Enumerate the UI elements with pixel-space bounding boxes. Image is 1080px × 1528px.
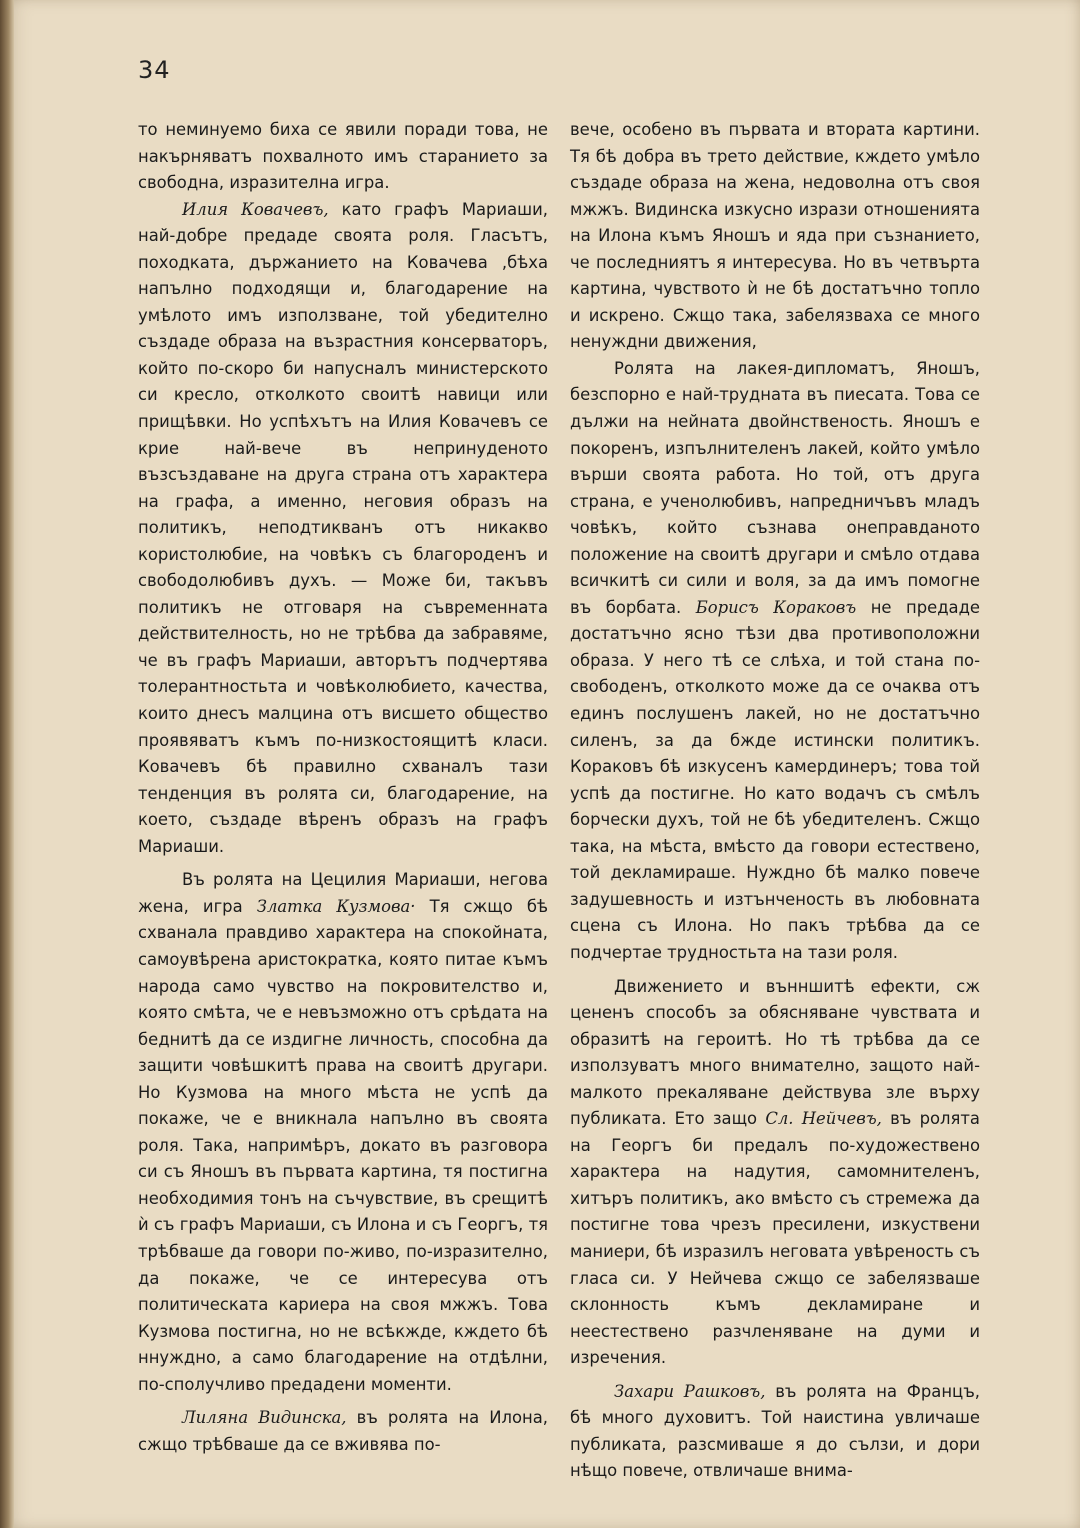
paragraph bbox=[570, 974, 980, 1372]
actor-name: Златка Кузмова· bbox=[256, 896, 416, 916]
paragraph bbox=[138, 1405, 548, 1458]
page-binding bbox=[0, 0, 14, 1528]
actor-name: Борисъ Кораковъ bbox=[695, 597, 857, 617]
paragraph: вече, особено въ първата и втората картини. Тя бѣ добра въ трето действие, кждето умѣло създаде образа на жена, недоволна отъ своя мжжъ. Видинска изкусно изрази отношенията на Илона къмъ Яношъ и яда при съзнанието, че последниятъ я интересува. Но въ четвърта картина, чувството ѝ не бѣ достатъчно топло и искрено. Сжщо така, забелязваха се много ненуждни движения, bbox=[570, 120, 980, 352]
paragraph bbox=[138, 867, 548, 1398]
actor-name: Сл. Нейчевъ, bbox=[765, 1109, 882, 1129]
actor-name: Лиляна Видинска, bbox=[182, 1408, 347, 1428]
paragraph: то неминуемо биха се явили поради това, не накърняватъ похвалното имъ старанието за свободна, изразителна игра. bbox=[138, 120, 548, 193]
page-number: 34 bbox=[138, 56, 171, 84]
actor-name: Захари Рашковъ, bbox=[614, 1381, 766, 1401]
paragraph bbox=[138, 197, 548, 861]
paragraph-text: въ ролята на Илона, сжщо трѣбваше да се вживява по- bbox=[138, 1408, 548, 1454]
paragraph-text: като графъ Мариаши, най-добре предаде своята роля. Гласътъ, походката, държанието на Ковачева ,бѣха напълно подходящи и, благодарение на умѣлото имъ използване, той убедително създаде образа на възрастния консерваторъ, който по-скоро би напусналъ министерското си кресло, отколкото своитѣ навици или прищѣвки. Но успѣхътъ на Илия Ковачевъ се крие най-вече въ непринуденото възсъздаване на друга страна отъ характера на графа, а именно, неговия образъ на политикъ, неподтикванъ отъ никакво користолюбие, на човѣкъ съ благороденъ и свободолюбивъ духъ. — Може би, такъвъ политикъ не отговаря на съвременната действителность, но не трѣбва да забравяме, че въ графъ Мариаши, авторътъ подчертява толерантностьта и човѣколюбието, качества, които днесъ малцина отъ висшето общество проявяватъ къмъ по-низкостоящитѣ класи. Ковачевъ бѣ правилно схваналъ тази тенденция въ ролята си, благодарение, на което, създаде вѣренъ образъ на графъ Мариаши. bbox=[138, 199, 548, 856]
paragraph-text: не предаде достатъчно ясно тѣзи два противоположни образа. У него тѣ се слѣха, и той стана по-свободенъ, отколкото може да се очаква отъ единъ послушенъ лакей, но не достатъчно силенъ, за да бжде истински политикъ. Кораковъ бѣ изкусенъ камердинеръ; това той успѣ да постигне. Но като водачъ съ смѣлъ борчески духъ, той не бѣ убедителенъ. Сжщо така, на мѣста, вмѣсто да говори естествено, той декламираше. Нуждно бѣ малко повече задушевность и изтънченость въ любовната сцена съ Илона. Но пакъ трѣбва да се подчертае трудностьта на тази роля. bbox=[570, 597, 980, 962]
paragraph bbox=[570, 356, 980, 967]
paragraph-text: въ ролята на Георгъ би предалъ по-художествено характера на надутия, самомнителенъ, хитъръ политикъ, ако вмѣсто съ стремежа да постигне това чрезъ пресилени, изкуствени маниери, бѣ изразилъ неговата увѣреность съ гласа си. У Нейчева сжщо се забелязваше склонность къмъ декламиране и неестествено разчленяване на думи и изречения. bbox=[570, 1109, 980, 1368]
right-column bbox=[570, 117, 980, 1485]
left-column bbox=[138, 117, 548, 1458]
paragraph-text: Въ ролята на Цецилия Мариаши, негова жена, игра bbox=[138, 870, 548, 916]
paragraph-text: Ролята на лакея-дипломатъ, Яношъ, безспорно е най-трудната въ пиесата. Това се дължи на нейната двойнственость. Яношъ е покоренъ, изпълнителенъ лакей, който умѣло върши своята работа. Но той, отъ друга страна, е ученолюбивъ, напредничъвъ младъ човѣкъ, който съзнава онеправданото положение на своитѣ другари и смѣло отдава всичкитѣ си сили и воля, за да имъ помогне въ борбата. bbox=[570, 358, 980, 617]
paragraph bbox=[570, 1379, 980, 1485]
paragraph-text: Тя сжщо бѣ схванала правдиво характера на спокойната, самоувѣрена аристократка, която питае къмъ народа само чувство на покровителство и, която смѣта, че е невъзможно отъ срѣдата на беднитѣ да се издигне личность, способна да защити човѣшкитѣ права на своитѣ другари. Но Кузмова на много мѣста не успѣ да покаже, че е вникнала напълно въ своята роля. Така, напримѣръ, докато въ разговора си съ Яношъ въ първата картина, тя постигна необходимия тонъ на съчувствие, въ срещитѣ ѝ съ графъ Мариаши, съ Илона и съ Георгъ, тя трѣбваше да говори по-живо, по-изразително, да покаже, че се интересува отъ политическата кариера на своя мжжъ. Това Кузмова постигна, но не всѣкжде, кждето бѣ ннуждно, а само благодарение на отдѣлни, по-сполучливо предадени моменти. bbox=[138, 896, 548, 1394]
actor-name: Илия Ковачевъ, bbox=[182, 199, 329, 219]
paragraph-text: Движението и вънншитѣ ефекти, сж цененъ способъ за обясняване чувствата и образитѣ на героитѣ. Но тѣ трѣбва да се използуватъ много внимателно, защото най-малкото прекаляване действува зле върху публиката. Ето защо bbox=[570, 976, 980, 1129]
paragraph-text: въ ролята на Францъ, бѣ много духовитъ. Той наистина увличаше публиката, разсмиваше я до сълзи, и дори нѣщо повече, отвличаше внима- bbox=[570, 1381, 980, 1481]
